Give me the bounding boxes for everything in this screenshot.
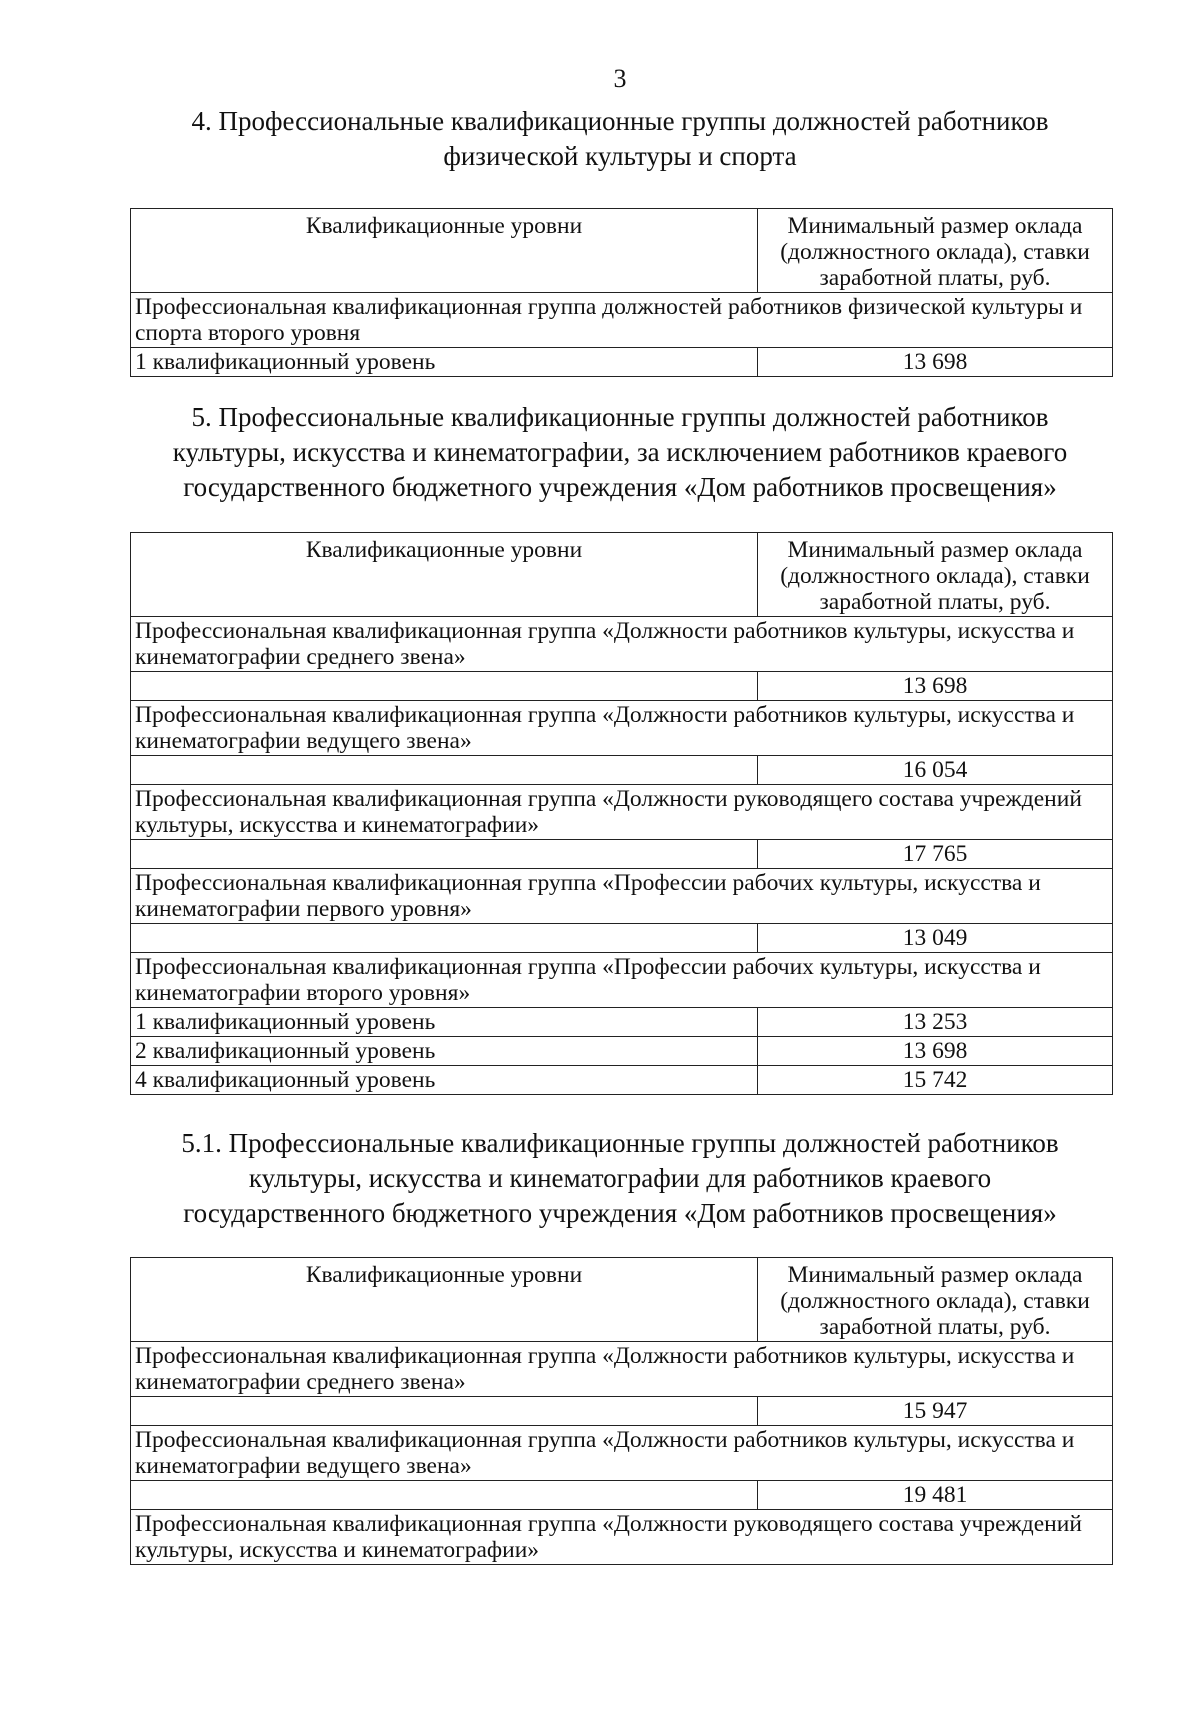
table-row — [131, 756, 1113, 785]
title-line: культуры, искусства и кинематографии, за исключением работников краевого — [172, 437, 1068, 467]
table-header-row — [131, 533, 1113, 617]
table-row-group — [131, 701, 1113, 756]
table-row-group — [131, 1342, 1113, 1397]
salary-value: 13 049 — [758, 924, 1113, 953]
salary-value: 17 765 — [758, 840, 1113, 869]
title-line: 5. Профессиональные квалификационные группы должностей работников — [191, 402, 1049, 432]
salary-value: 13 698 — [758, 1037, 1113, 1066]
header-salary: Минимальный размер оклада (должностного оклада), ставки заработной платы, руб. — [758, 1258, 1113, 1342]
group-name: Профессиональная квалификационная группа «Должности работников культуры, искусства и кинематографии ведущего звена» — [131, 1426, 1113, 1481]
table-row-group — [131, 1510, 1113, 1565]
header-levels: Квалификационные уровни — [131, 209, 758, 293]
header-levels: Квалификационные уровни — [131, 1258, 758, 1342]
header-levels: Квалификационные уровни — [131, 533, 758, 617]
salary-value: 16 054 — [758, 756, 1113, 785]
level-label — [131, 672, 758, 701]
salary-value: 15 947 — [758, 1397, 1113, 1426]
group-name: Профессиональная квалификационная группа «Должности руководящего состава учреждений культуры, искусства и кинематографии» — [131, 785, 1113, 840]
table-header-row — [131, 1258, 1113, 1342]
section-5-1-title — [130, 1126, 1110, 1231]
level-label — [131, 1397, 758, 1426]
table-header-row — [131, 209, 1113, 293]
header-salary: Минимальный размер оклада (должностного оклада), ставки заработной платы, руб. — [758, 533, 1113, 617]
section-5-table — [130, 532, 1113, 1095]
salary-value: 13 253 — [758, 1008, 1113, 1037]
section-4-table — [130, 208, 1113, 377]
level-label — [131, 756, 758, 785]
group-name: Профессиональная квалификационная группа «Должности работников культуры, искусства и кинематографии ведущего звена» — [131, 701, 1113, 756]
level-label: 2 квалификационный уровень — [131, 1037, 758, 1066]
group-name: Профессиональная квалификационная группа «Профессии рабочих культуры, искусства и кинематографии первого уровня» — [131, 869, 1113, 924]
page-number: 3 — [613, 64, 627, 93]
group-name: Профессиональная квалификационная группа «Должности работников культуры, искусства и кинематографии среднего звена» — [131, 617, 1113, 672]
title-line: культуры, искусства и кинематографии для работников краевого — [248, 1163, 992, 1193]
table-row-group — [131, 293, 1113, 348]
table-row — [131, 1066, 1113, 1095]
salary-value: 13 698 — [758, 348, 1113, 377]
salary-value: 15 742 — [758, 1066, 1113, 1095]
level-label: 4 квалификационный уровень — [131, 1066, 758, 1095]
level-label: 1 квалификационный уровень — [131, 1008, 758, 1037]
group-name: Профессиональная квалификационная группа «Профессии рабочих культуры, искусства и кинематографии второго уровня» — [131, 953, 1113, 1008]
title-line: физической культуры и спорта — [443, 141, 797, 171]
salary-value: 19 481 — [758, 1481, 1113, 1510]
level-label — [131, 1481, 758, 1510]
table-row — [131, 1008, 1113, 1037]
table-row — [131, 348, 1113, 377]
group-name: Профессиональная квалификационная группа «Должности руководящего состава учреждений культуры, искусства и кинематографии» — [131, 1510, 1113, 1565]
table-row — [131, 1037, 1113, 1066]
section-5-title — [130, 400, 1110, 505]
group-name: Профессиональная квалификационная группа должностей работников физической культуры и спорта второго уровня — [131, 293, 1113, 348]
table-row — [131, 1481, 1113, 1510]
level-label: 1 квалификационный уровень — [131, 348, 758, 377]
table-row — [131, 840, 1113, 869]
title-line: 4. Профессиональные квалификационные группы должностей работников — [191, 106, 1049, 136]
table-row — [131, 1397, 1113, 1426]
title-line: 5.1. Профессиональные квалификационные группы должностей работников — [181, 1128, 1059, 1158]
table-row — [131, 924, 1113, 953]
title-line: государственного бюджетного учреждения «Дом работников просвещения» — [183, 1198, 1057, 1228]
section-4-title — [130, 104, 1110, 174]
level-label — [131, 924, 758, 953]
salary-value: 13 698 — [758, 672, 1113, 701]
table-row — [131, 672, 1113, 701]
table-row-group — [131, 617, 1113, 672]
section-5-1-table — [130, 1257, 1113, 1565]
level-label — [131, 840, 758, 869]
table-row-group — [131, 785, 1113, 840]
header-salary: Минимальный размер оклада (должностного оклада), ставки заработной платы, руб. — [758, 209, 1113, 293]
table-row-group — [131, 869, 1113, 924]
title-line: государственного бюджетного учреждения «Дом работников просвещения» — [183, 472, 1057, 502]
group-name: Профессиональная квалификационная группа «Должности работников культуры, искусства и кинематографии среднего звена» — [131, 1342, 1113, 1397]
table-row-group — [131, 953, 1113, 1008]
table-row-group — [131, 1426, 1113, 1481]
